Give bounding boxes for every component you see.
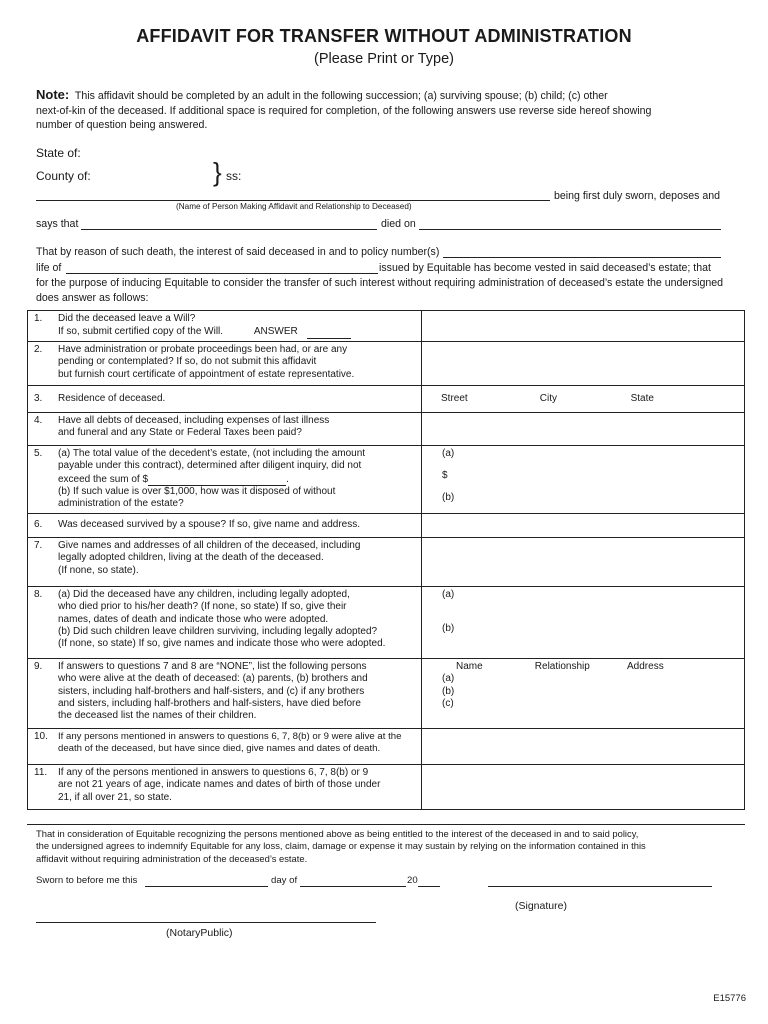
answer-cell-6[interactable] <box>422 514 745 538</box>
ss-label: ss: <box>226 169 242 183</box>
death-date-field[interactable] <box>419 229 721 230</box>
note-label: Note: <box>36 87 70 102</box>
question-row-9: 9. If answers to questions 7 and 8 are “NONE”, list the following persons who were alive at the death of deceased: (a) parents, (b) brothers and sisters, including half-brothers and half-sisters, and (c) if any brothers and sisters, including half-brothers and half-sisters, have died before the deceased list the names of their children. Name Relationship Address (a) (b) (c) <box>28 659 745 729</box>
question-number: 1. <box>34 313 43 324</box>
question-row-5: 5. (a) The total value of the decedent’s estate, (not including the amount payable under this contract), determined after diligent inquiry, did not exceed the sum of $ . (b) If such value is over $1,000, how was it disposed of without administration of the estate? (a) $ (b) <box>28 446 745 514</box>
signature-field[interactable] <box>488 886 712 887</box>
questions-table <box>27 310 745 810</box>
consideration-paragraph: That in consideration of Equitable recognizing the persons mentioned above as being entitled to the interest of the deceased in and to said policy, the undersigned agrees to indemnify Equitable for any loss, claim, damage or expense it may sustain by relying on the information contained in this affidavit without requiring administration of the deceased’s estate. <box>36 828 646 864</box>
sworn-month-field[interactable] <box>300 886 406 887</box>
answer-cell-10[interactable] <box>422 729 745 765</box>
died-on-label: died on <box>381 218 416 230</box>
policy-number-field[interactable] <box>443 257 721 258</box>
q1-answer-field[interactable] <box>307 325 351 338</box>
answer-cell-2[interactable] <box>422 342 745 386</box>
day-of-label: day of <box>271 875 298 886</box>
question-row-1: 1. Did the deceased leave a Will? If so, submit certified copy of the Will. ANSWER <box>28 311 745 342</box>
question-row-3: 3. Residence of deceased. Street City State <box>28 386 745 413</box>
life-of-label: life of <box>36 262 62 274</box>
footer-divider <box>27 824 745 825</box>
intro-line-3: for the purpose of inducing Equitable to consider the transfer of such interest without requiring administration of deceased’s estate the undersigned <box>36 277 724 289</box>
form-code: E15776 <box>713 993 746 1004</box>
answer-cell-8[interactable]: (a) (b) <box>422 587 745 659</box>
note-line-3: number of question being answered. <box>36 119 208 131</box>
question-row-6: 6. Was deceased survived by a spouse? If so, give name and address. <box>28 514 745 538</box>
sworn-day-field[interactable] <box>145 886 268 887</box>
question-row-11: 11. If any of the persons mentioned in answers to questions 6, 7, 8(b) or 9 are not 21 years of age, indicate names and dates of birth of those under 21, if all over 21, so state. <box>28 765 745 810</box>
note-paragraph <box>36 88 736 133</box>
sworn-before-label: Sworn to before me this <box>36 875 138 886</box>
venue-brace: } <box>213 157 222 187</box>
sworn-year-field[interactable] <box>418 886 440 887</box>
insured-name-field[interactable] <box>66 273 378 274</box>
affiant-name-field[interactable] <box>36 200 550 201</box>
answer-label: ANSWER <box>253 326 298 338</box>
answer-cell-4[interactable] <box>422 413 745 446</box>
notary-caption: (NotaryPublic) <box>166 927 233 939</box>
form-title: AFFIDAVIT FOR TRANSFER WITHOUT ADMINISTRATION <box>136 26 632 46</box>
question-row-4: 4. Have all debts of deceased, including expenses of last illness and funeral and any State or Federal Taxes been paid? <box>28 413 745 446</box>
question-row-8: 8. (a) Did the deceased have any children, including legally adopted, who died prior to his/her death? (If none, so state) If so, give their names, dates of death and indicate those who were adopted. (b) Did such children leave children surviving, including legally adopted? (If none, so state) If so, give names and indicate those who were adopted. (a) (b) <box>28 587 745 659</box>
question-row-10: 10. If any persons mentioned in answers to questions 6, 7, 8(b) or 9 were alive at the death of the deceased, but have since died, give names and dates of death. <box>28 729 745 765</box>
form-subtitle: (Please Print or Type) <box>314 51 454 67</box>
note-line-2: next-of-kin of the deceased. If additional space is required for completion, of the following answers use reverse side hereof showing <box>36 104 652 117</box>
year-prefix: 20 <box>407 875 418 886</box>
says-that-label: says that <box>36 218 79 230</box>
estate-value-field[interactable] <box>148 473 286 486</box>
answer-cell-7[interactable] <box>422 538 745 587</box>
note-line-1: This affidavit should be completed by an adult in the following succession; (a) surviving spouse; (b) child; (c) other <box>74 90 608 102</box>
intro-line-4: does answer as follows: <box>36 292 149 304</box>
question-row-7: 7. Give names and addresses of all children of the deceased, including legally adopted children, living at the death of the deceased. (If none, so state). <box>28 538 745 587</box>
policy-text: That by reason of such death, the interest of said deceased in and to policy number(s) <box>36 246 440 258</box>
sworn-text: being first duly sworn, deposes and <box>554 190 721 202</box>
state-label: State of: <box>36 146 81 160</box>
answer-cell-1[interactable] <box>422 311 745 342</box>
question-row-2: 2. Have administration or probate proceedings been had, or are any pending or contemplated? If so, do not submit this affidavit but furnish court certificate of appointment of estate representative. <box>28 342 745 386</box>
notary-signature-field[interactable] <box>36 922 376 923</box>
affiant-name-caption: (Name of Person Making Affidavit and Relationship to Deceased) <box>176 202 412 211</box>
answer-cell-3[interactable]: Street City State <box>422 386 745 413</box>
answer-cell-5[interactable]: (a) $ (b) <box>422 446 745 514</box>
county-label: County of: <box>36 169 91 183</box>
signature-caption: (Signature) <box>515 900 567 912</box>
issued-by-text: issued by Equitable has become vested in said deceased’s estate; that <box>379 262 711 274</box>
answer-cell-9[interactable]: Name Relationship Address (a) (b) (c) <box>422 659 745 729</box>
answer-cell-11[interactable] <box>422 765 745 810</box>
deceased-name-field[interactable] <box>81 229 377 230</box>
